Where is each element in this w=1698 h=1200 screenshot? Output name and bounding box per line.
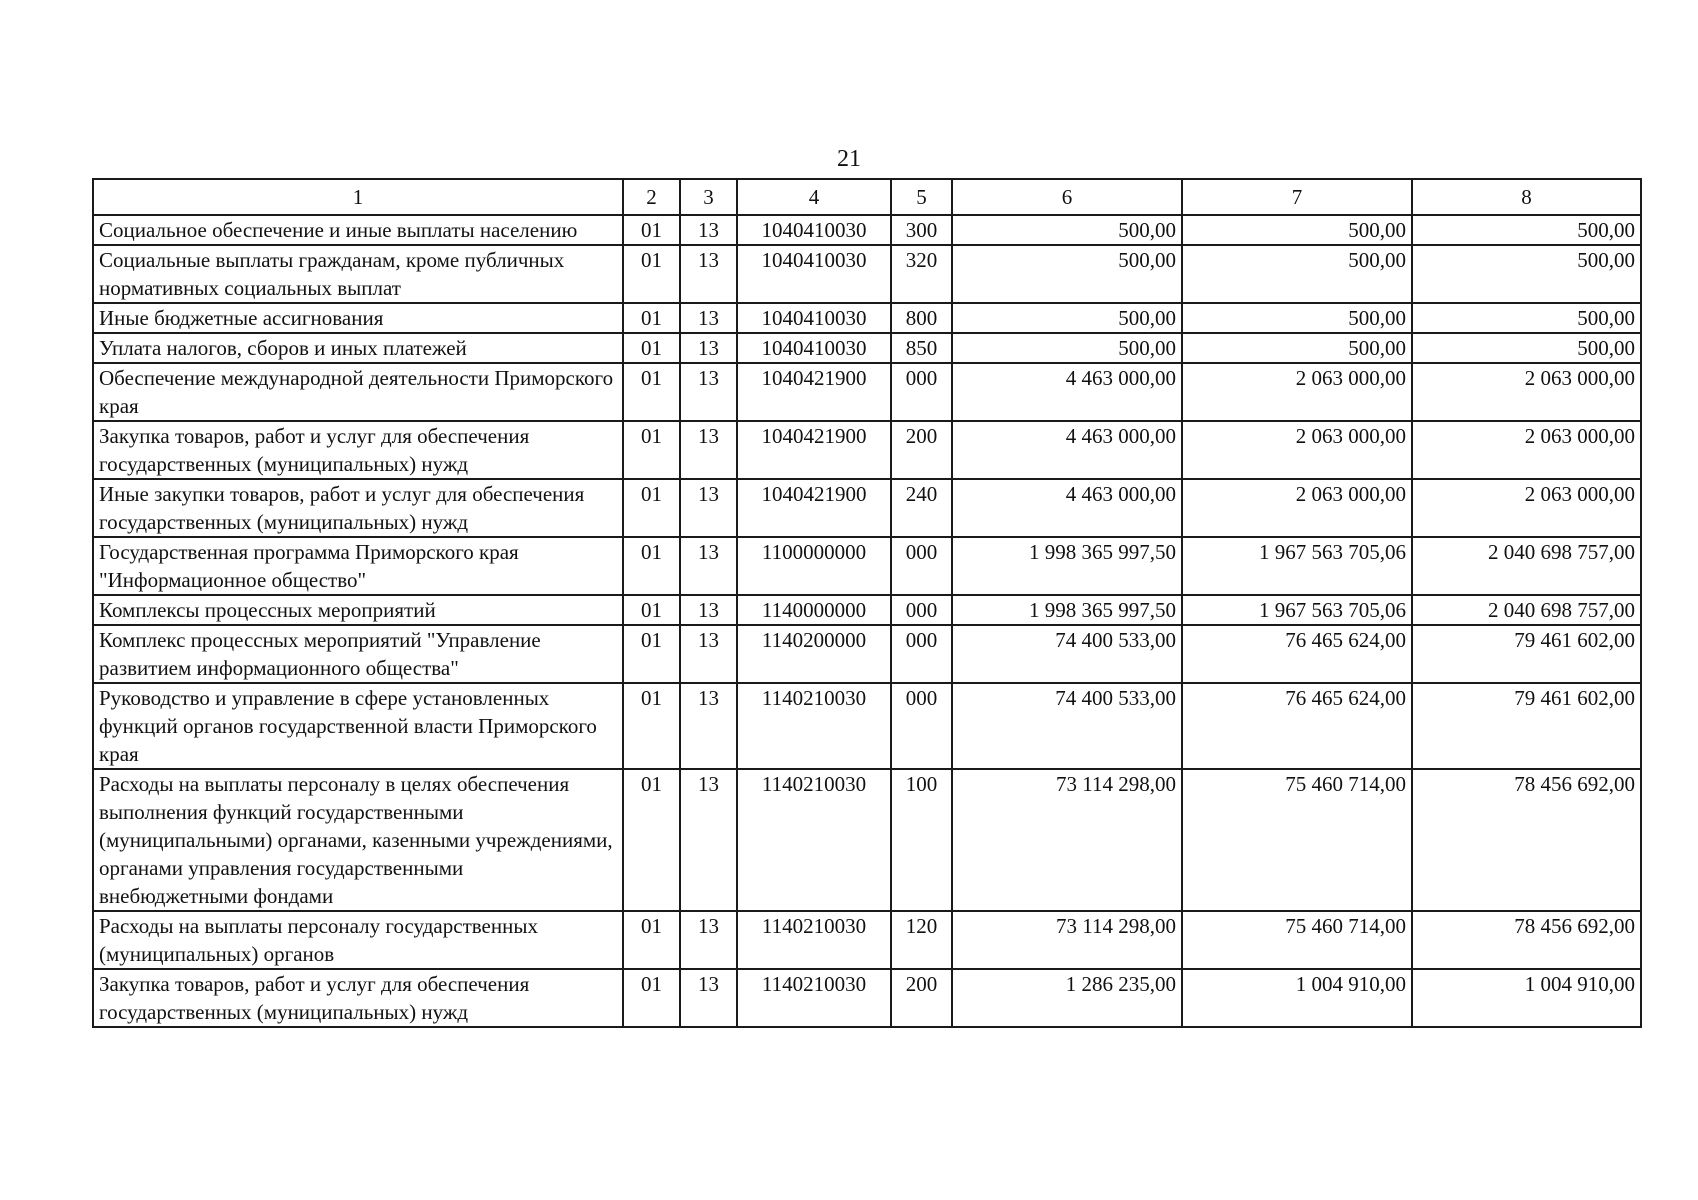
target-article-cell: 1100000000: [737, 537, 891, 595]
amount-col-8-cell: 500,00: [1412, 215, 1641, 245]
section-code-cell: 01: [623, 625, 680, 683]
header-col-2: 2: [623, 179, 680, 215]
amount-col-8-cell: 1 004 910,00: [1412, 969, 1641, 1027]
row-name-cell: Иные закупки товаров, работ и услуг для обеспечения государственных (муниципальных) нужд: [93, 479, 623, 537]
subsection-code-cell: 13: [680, 969, 737, 1027]
expense-type-cell: 300: [891, 215, 952, 245]
amount-col-8-cell: 2 063 000,00: [1412, 363, 1641, 421]
amount-col-7-cell: 2 063 000,00: [1182, 421, 1412, 479]
expense-type-cell: 200: [891, 969, 952, 1027]
expense-type-cell: 000: [891, 625, 952, 683]
target-article-cell: 1040410030: [737, 215, 891, 245]
subsection-code-cell: 13: [680, 625, 737, 683]
target-article-cell: 1140210030: [737, 911, 891, 969]
amount-col-7-cell: 500,00: [1182, 333, 1412, 363]
amount-col-7-cell: 500,00: [1182, 245, 1412, 303]
table-row: [93, 769, 1641, 911]
amount-col-7-cell: 76 465 624,00: [1182, 683, 1412, 769]
budget-table: [92, 178, 1642, 1028]
row-name-cell: Социальное обеспечение и иные выплаты населению: [93, 215, 623, 245]
subsection-code-cell: 13: [680, 479, 737, 537]
expense-type-cell: 120: [891, 911, 952, 969]
target-article-cell: 1140200000: [737, 625, 891, 683]
header-col-7: 7: [1182, 179, 1412, 215]
target-article-cell: 1040421900: [737, 421, 891, 479]
section-code-cell: 01: [623, 215, 680, 245]
row-name-cell: Комплексы процессных мероприятий: [93, 595, 623, 625]
amount-col-8-cell: 500,00: [1412, 303, 1641, 333]
table-row: [93, 537, 1641, 595]
section-code-cell: 01: [623, 969, 680, 1027]
target-article-cell: 1140000000: [737, 595, 891, 625]
header-col-5: 5: [891, 179, 952, 215]
row-name-cell: Социальные выплаты гражданам, кроме публичных нормативных социальных выплат: [93, 245, 623, 303]
expense-type-cell: 000: [891, 595, 952, 625]
section-code-cell: 01: [623, 421, 680, 479]
section-code-cell: 01: [623, 333, 680, 363]
amount-col-7-cell: 1 967 563 705,06: [1182, 537, 1412, 595]
target-article-cell: 1040421900: [737, 479, 891, 537]
amount-col-8-cell: 79 461 602,00: [1412, 683, 1641, 769]
target-article-cell: 1140210030: [737, 769, 891, 911]
amount-col-7-cell: 2 063 000,00: [1182, 363, 1412, 421]
table-row: [93, 215, 1641, 245]
amount-col-6-cell: 4 463 000,00: [952, 421, 1182, 479]
section-code-cell: 01: [623, 245, 680, 303]
section-code-cell: 01: [623, 537, 680, 595]
header-col-6: 6: [952, 179, 1182, 215]
header-col-4: 4: [737, 179, 891, 215]
amount-col-7-cell: 1 004 910,00: [1182, 969, 1412, 1027]
subsection-code-cell: 13: [680, 363, 737, 421]
amount-col-7-cell: 500,00: [1182, 303, 1412, 333]
table-row: [93, 911, 1641, 969]
section-code-cell: 01: [623, 769, 680, 911]
expense-type-cell: 000: [891, 363, 952, 421]
amount-col-7-cell: 76 465 624,00: [1182, 625, 1412, 683]
target-article-cell: 1140210030: [737, 683, 891, 769]
row-name-cell: Закупка товаров, работ и услуг для обеспечения государственных (муниципальных) нужд: [93, 421, 623, 479]
subsection-code-cell: 13: [680, 215, 737, 245]
section-code-cell: 01: [623, 911, 680, 969]
amount-col-6-cell: 73 114 298,00: [952, 911, 1182, 969]
amount-col-8-cell: 2 063 000,00: [1412, 479, 1641, 537]
amount-col-6-cell: 73 114 298,00: [952, 769, 1182, 911]
table-row: [93, 595, 1641, 625]
section-code-cell: 01: [623, 479, 680, 537]
expense-type-cell: 200: [891, 421, 952, 479]
row-name-cell: Расходы на выплаты персоналу в целях обеспечения выполнения функций государственными (муниципальными) органами, казенными учреждениями, органами управления государственными внебюджетными фондами: [93, 769, 623, 911]
expense-type-cell: 000: [891, 683, 952, 769]
amount-col-6-cell: 74 400 533,00: [952, 625, 1182, 683]
row-name-cell: Иные бюджетные ассигнования: [93, 303, 623, 333]
amount-col-8-cell: 78 456 692,00: [1412, 769, 1641, 911]
header-col-3: 3: [680, 179, 737, 215]
row-name-cell: Закупка товаров, работ и услуг для обеспечения государственных (муниципальных) нужд: [93, 969, 623, 1027]
amount-col-6-cell: 500,00: [952, 245, 1182, 303]
header-row: [93, 179, 1641, 215]
amount-col-8-cell: 2 063 000,00: [1412, 421, 1641, 479]
target-article-cell: 1140210030: [737, 969, 891, 1027]
amount-col-8-cell: 2 040 698 757,00: [1412, 595, 1641, 625]
expense-type-cell: 320: [891, 245, 952, 303]
amount-col-7-cell: 2 063 000,00: [1182, 479, 1412, 537]
subsection-code-cell: 13: [680, 333, 737, 363]
target-article-cell: 1040421900: [737, 363, 891, 421]
amount-col-6-cell: 4 463 000,00: [952, 363, 1182, 421]
amount-col-6-cell: 500,00: [952, 303, 1182, 333]
subsection-code-cell: 13: [680, 303, 737, 333]
target-article-cell: 1040410030: [737, 333, 891, 363]
expense-type-cell: 000: [891, 537, 952, 595]
row-name-cell: Уплата налогов, сборов и иных платежей: [93, 333, 623, 363]
row-name-cell: Расходы на выплаты персоналу государственных (муниципальных) органов: [93, 911, 623, 969]
subsection-code-cell: 13: [680, 769, 737, 911]
table-row: [93, 683, 1641, 769]
section-code-cell: 01: [623, 363, 680, 421]
amount-col-6-cell: 1 998 365 997,50: [952, 595, 1182, 625]
amount-col-7-cell: 1 967 563 705,06: [1182, 595, 1412, 625]
subsection-code-cell: 13: [680, 421, 737, 479]
row-name-cell: Обеспечение международной деятельности Приморского края: [93, 363, 623, 421]
amount-col-6-cell: 1 286 235,00: [952, 969, 1182, 1027]
table-row: [93, 333, 1641, 363]
header-col-8: 8: [1412, 179, 1641, 215]
amount-col-8-cell: 79 461 602,00: [1412, 625, 1641, 683]
amount-col-8-cell: 2 040 698 757,00: [1412, 537, 1641, 595]
section-code-cell: 01: [623, 303, 680, 333]
table-row: [93, 245, 1641, 303]
target-article-cell: 1040410030: [737, 303, 891, 333]
amount-col-6-cell: 4 463 000,00: [952, 479, 1182, 537]
amount-col-6-cell: 74 400 533,00: [952, 683, 1182, 769]
subsection-code-cell: 13: [680, 595, 737, 625]
amount-col-8-cell: 500,00: [1412, 333, 1641, 363]
page-number: 21: [837, 146, 861, 172]
amount-col-7-cell: 75 460 714,00: [1182, 911, 1412, 969]
amount-col-6-cell: 1 998 365 997,50: [952, 537, 1182, 595]
table-row: [93, 303, 1641, 333]
subsection-code-cell: 13: [680, 911, 737, 969]
table-row: [93, 421, 1641, 479]
amount-col-6-cell: 500,00: [952, 215, 1182, 245]
amount-col-7-cell: 75 460 714,00: [1182, 769, 1412, 911]
expense-type-cell: 850: [891, 333, 952, 363]
expense-type-cell: 100: [891, 769, 952, 911]
table-body: [93, 215, 1641, 1027]
table-row: [93, 479, 1641, 537]
row-name-cell: Государственная программа Приморского края "Информационное общество": [93, 537, 623, 595]
section-code-cell: 01: [623, 595, 680, 625]
table-row: [93, 363, 1641, 421]
header-col-1: 1: [93, 179, 623, 215]
target-article-cell: 1040410030: [737, 245, 891, 303]
amount-col-6-cell: 500,00: [952, 333, 1182, 363]
expense-type-cell: 800: [891, 303, 952, 333]
section-code-cell: 01: [623, 683, 680, 769]
table-row: [93, 969, 1641, 1027]
expense-type-cell: 240: [891, 479, 952, 537]
subsection-code-cell: 13: [680, 683, 737, 769]
amount-col-7-cell: 500,00: [1182, 215, 1412, 245]
subsection-code-cell: 13: [680, 537, 737, 595]
table-row: [93, 625, 1641, 683]
amount-col-8-cell: 78 456 692,00: [1412, 911, 1641, 969]
row-name-cell: Комплекс процессных мероприятий "Управление развитием информационного общества": [93, 625, 623, 683]
row-name-cell: Руководство и управление в сфере установленных функций органов государственной власти Приморского края: [93, 683, 623, 769]
subsection-code-cell: 13: [680, 245, 737, 303]
amount-col-8-cell: 500,00: [1412, 245, 1641, 303]
